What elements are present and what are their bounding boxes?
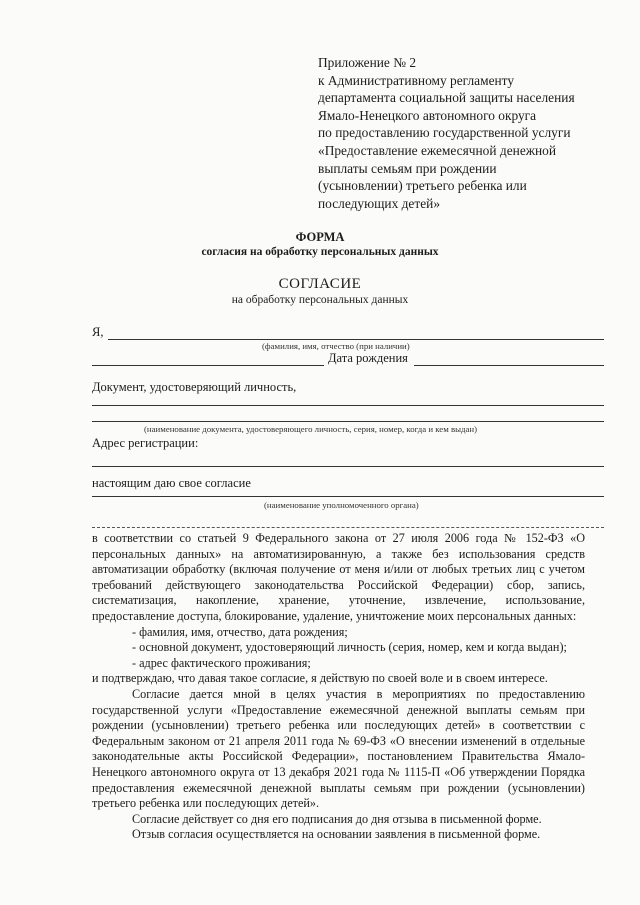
document-field-line2[interactable] (92, 421, 604, 422)
birth-date-label: Дата рождения (328, 351, 408, 365)
consent-body (92, 531, 585, 843)
appendix-line: последующих детей» (318, 195, 441, 211)
body-line: государственной услуги «Предоставление ежемесячной денежной выплаты семьям при (92, 702, 585, 717)
form-title: ФОРМА (295, 230, 345, 244)
body-line: предоставления ежемесячной денежной выплаты семьям при рождении (усыновлении) (92, 780, 585, 795)
appendix-block (318, 54, 618, 212)
body-line: систематизация, накопление, хранение, уточнение, извлечение, использование, (92, 593, 585, 608)
body-line: персональных данных» на автоматизированную, а также без использования средств (92, 546, 585, 561)
appendix-line: к Административному регламенту (318, 72, 515, 88)
organization-field-line2[interactable] (92, 527, 604, 528)
document-field[interactable] (92, 405, 604, 406)
body-line: требований действующего законодательства Российской Федерации) сбор, запись, (92, 577, 585, 592)
body-line: Согласие действует со дня его подписания до дня отзыва в письменной форме. (132, 811, 542, 826)
list-item: - адрес фактического проживания; (132, 655, 311, 670)
document-hint: (наименование документа, удостоверяющего личность, серия, номер, когда и кем выдан) (144, 424, 478, 434)
form-subtitle: согласия на обработку персональных данных (201, 246, 439, 258)
organization-field[interactable] (92, 496, 604, 497)
address-label: Адрес регистрации: (92, 436, 199, 450)
fio-hint: (фамилия, имя, отчество (при наличии) (262, 341, 410, 351)
body-line: законодательные акты Российской Федерации», постановлением Правительства Ямало- (92, 749, 585, 764)
body-line: Федеральным законом от 21 апреля 2011 года № 69-ФЗ «О внесении изменений в отдельные (92, 733, 585, 748)
appendix-line: «Предоставление ежемесячной денежной (318, 142, 557, 158)
body-line: в соответствии со статьей 9 Федерального закона от 27 июля 2006 года № 152-ФЗ «О (92, 531, 585, 545)
appendix-line: выплаты семьям при рождении (318, 160, 497, 176)
appendix-line: департамента социальной защиты населения (318, 90, 575, 106)
appendix-line: по предоставлению государственной услуги (318, 125, 571, 141)
appendix-line: (усыновлении) третьего ребенка или (318, 178, 527, 194)
fio-field[interactable] (108, 339, 604, 340)
consent-label: настоящим даю свое согласие (92, 476, 251, 490)
appendix-line: Ямало-Ненецкого автономного округа (318, 107, 537, 123)
fio-field-continued[interactable] (92, 365, 324, 366)
body-line: автоматизации обработку (включая получение от меня и/или от любых третьих лиц с учетом (92, 562, 585, 577)
document-label: Документ, удостоверяющий личность, (92, 380, 297, 394)
address-field[interactable] (92, 466, 604, 467)
birth-date-field[interactable] (414, 365, 604, 366)
list-item: - фамилия, имя, отчество, дата рождения; (132, 624, 348, 639)
body-line: и подтверждаю, что давая такое согласие, я действую по своей воле и в своем интересе. (92, 671, 548, 686)
appendix-line: Приложение № 2 (318, 55, 417, 70)
body-line: Согласие дается мной в целях участия в мероприятиях по предоставлению (132, 686, 585, 701)
body-line: предоставление доступа, блокирование, удаление, уничтожение моих персональных данных: (92, 608, 577, 623)
body-line: Отзыв согласия осуществляется на основании заявления в письменной форме. (132, 827, 541, 842)
body-line: рождении (усыновлении) третьего ребенка или последующих детей» в соответствии с (92, 718, 585, 733)
consent-heading-sub: на обработку персональных данных (231, 294, 409, 306)
body-line: третьего ребенка или последующих детей». (92, 796, 320, 811)
organization-hint: (наименование уполномоченного органа) (264, 500, 419, 510)
list-item: - основной документ, удостоверяющий личность (серия, номер, кем и когда выдан); (132, 640, 567, 655)
i-label: Я, (92, 325, 104, 339)
consent-heading: СОГЛАСИЕ (278, 276, 362, 292)
body-line: Ненецкого автономного округа от 13 декабря 2021 года № 1115-П «Об утверждении Порядка (92, 764, 585, 779)
